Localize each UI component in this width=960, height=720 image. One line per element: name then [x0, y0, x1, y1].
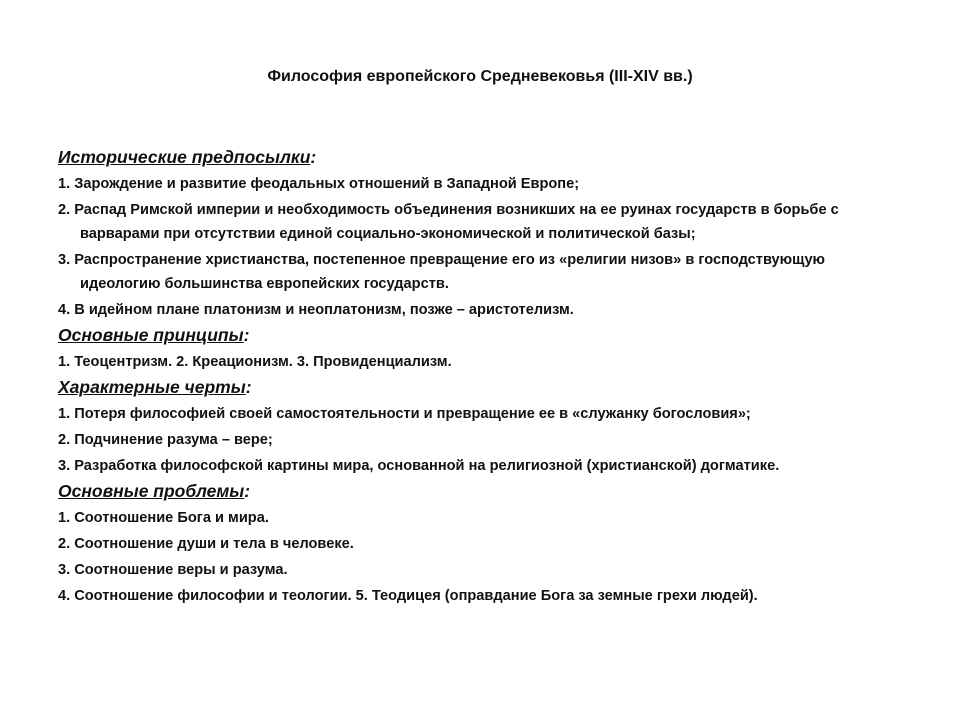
list-item: 4. Соотношение философии и теологии. 5. Теодицея (оправдание Бога за земные грехи людей). [58, 588, 758, 604]
list-item: 1. Соотношение Бога и мира. [58, 510, 269, 526]
list-item: 2. Распад Римской империи и необходимость объединения возникших на ее руинах государств в борьбе с варварами при отсутствии единой социально-экономической и политической базы; [58, 202, 839, 242]
slide-title: Философия европейского Средневековья (III-XIV вв.) [267, 68, 693, 85]
section-heading [58, 146, 908, 168]
list-item: 3. Разработка философской картины мира, основанной на религиозной (христианской) догматике. [58, 458, 780, 474]
list-item: 2. Соотношение души и тела в человеке. [58, 536, 354, 552]
list-item: 1. Потеря философией своей самостоятельности и превращение ее в «служанку богословия»; [58, 406, 751, 422]
section-heading-colon: : [245, 377, 252, 397]
section-characteristic-features [58, 376, 908, 478]
section-heading-colon: : [244, 481, 251, 501]
section-heading-colon: : [310, 147, 317, 167]
section-heading-text: Исторические предпосылки [58, 147, 311, 167]
section-heading [58, 376, 908, 398]
section-heading-colon: : [243, 325, 250, 345]
section-heading-text: Характерные черты [58, 377, 246, 397]
slide-content [58, 144, 908, 610]
section-main-problems [58, 480, 908, 608]
section-historical-prerequisites [58, 146, 908, 322]
list-item: 3. Соотношение веры и разума. [58, 562, 288, 578]
section-heading [58, 480, 908, 502]
section-basic-principles [58, 324, 908, 374]
list-item: 2. Подчинение разума – вере; [58, 432, 273, 448]
section-heading-text: Основные принципы [58, 325, 244, 345]
section-heading-text: Основные проблемы [58, 481, 245, 501]
section-heading [58, 324, 908, 346]
list-item: 3. Распространение христианства, постепенное превращение его из «религии низов» в господствующую идеологию большинства европейских государств. [58, 252, 826, 292]
list-item: 4. В идейном плане платонизм и неоплатонизм, позже – аристотелизм. [58, 302, 574, 318]
list-item: 1. Теоцентризм. 2. Креационизм. 3. Провиденциализм. [58, 354, 452, 370]
list-item: 1. Зарождение и развитие феодальных отношений в Западной Европе; [58, 176, 580, 192]
